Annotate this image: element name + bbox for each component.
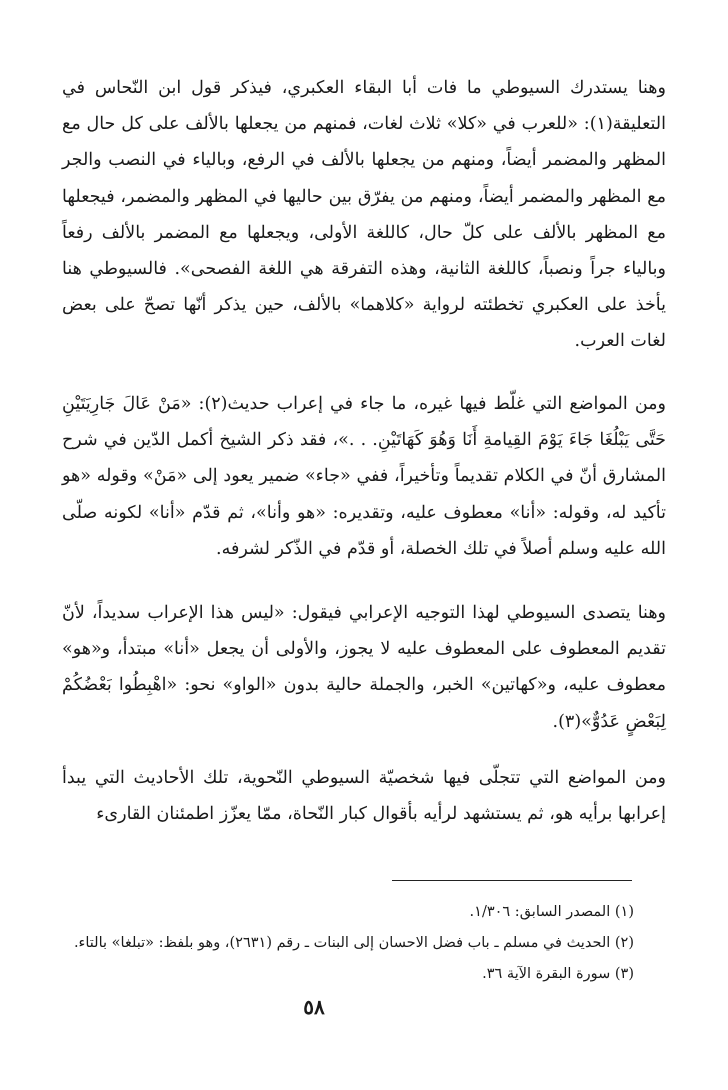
- paragraph-text: وهنا يستدرك السيوطي ما فات أبا البقاء العكبري، فيذكر قول ابن النّحاس في التعليقة(١): «للعرب في «كلا» ثلاث لغات، فمنهم من يجعلها بالألف على كل حال مع المظهر والمضمر أيضاً، ومنهم من يجعلها بالألف في الرفع، وبالياء في النصب والجر مع المظهر والمضمر أيضاً، ومنهم من يفرّق بين حاليها في المظهر والمضمر، فيجعلها مع المظهر بالألف على كلّ حال، كاللغة الأولى، ويجعلها مع المضمر بالألف رفعاً وبالياء جراً ونصباً، كاللغة الثانية، وهذه التفرقة هي اللغة الفصحى». فالسيوطي هنا يأخذ على العكبري تخطئته لرواية «كلاهما» بالألف، حين يذكر أنّها تصحّ على بعض لغات العرب.: [62, 78, 666, 352]
- page-number: ٥٨: [303, 995, 325, 1019]
- paragraph-text: وهنا يتصدى السيوطي لهذا التوجيه الإعرابي فيقول: «ليس هذا الإعراب سديداً، لأنّ تقديم المعطوف على المعطوف عليه لا يجوز، والأولى أن يجعل «أنا» مبتدأ، و«هو» معطوف عليه، و«كهاتين» الخبر، والجملة حالية بدون «الواو» نحو: «اهْبِطُوا بَعْضُكُمْ لِبَعْضٍ عَدُوٌّ»(٣).: [62, 603, 666, 732]
- footnotes: [73, 897, 634, 990]
- body-paragraph-4: [62, 760, 666, 832]
- body-paragraph-2: [62, 386, 666, 567]
- footnote-divider: [392, 880, 632, 881]
- paragraph-text: ومن المواضع التي تتجلّى فيها شخصيّة السيوطي النّحوية، تلك الأحاديث التي يبدأ إعرابها برأيه هو، ثم يستشهد لرأيه بأقوال كبار النّحاة، ممّا يعزّز اطمئنان القارىء: [62, 768, 666, 825]
- body-paragraph-1: [62, 70, 666, 360]
- footnote-1: (١) المصدر السابق: ١/٣٠٦.: [469, 904, 634, 920]
- body-paragraph-3: [62, 595, 666, 740]
- paragraph-text: ومن المواضع التي غلّط فيها غيره، ما جاء في إعراب حديث(٢): «مَنْ عَالَ جَارِيَتَيْنِ حَتَّى يَبْلُغَا جَاءَ يَوْمَ القِيامةِ أَنَا وَهُوَ كَهَاتَيْنِ. . .»، فقد ذكر الشيخ أكمل الدّين في شرح المشارق أنّ في الكلام تقديماً وتأخيراً، ففي «جاء» ضمير يعود إلى «مَنْ» وقوله «هو تأكيد له، وقوله: «أنا» معطوف عليه، وتقديره: «هو وأنا»، ثم قدّم «أنا» لكونه صلّى الله عليه وسلم أصلاً في تلك الخصلة، أو قدّم في الذّكر لشرفه.: [62, 394, 666, 559]
- footnote-2: (٢) الحديث في مسلم ـ باب فضل الاحسان إلى البنات ـ رقم (٢٦٣١)، وهو بلفظ: «تبلغا» بالتاء.: [73, 935, 634, 951]
- footnote-3: (٣) سورة البقرة الآية ٣٦.: [482, 966, 634, 982]
